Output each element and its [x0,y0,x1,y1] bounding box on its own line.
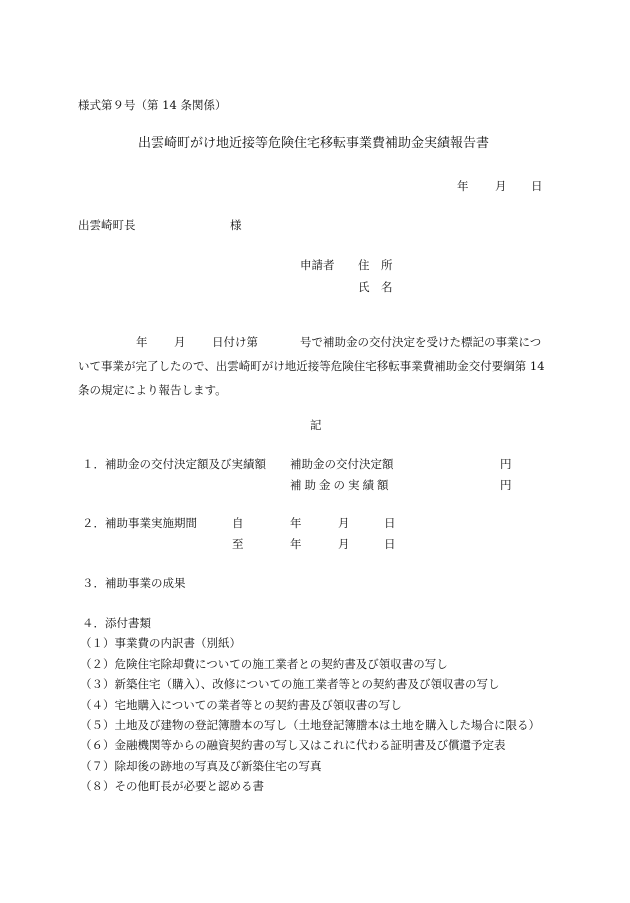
addressee-name: 出雲崎町長 [78,218,136,232]
attachment-item: （１）事業費の内訳書（別紙） [80,636,241,650]
section-1-row1-unit: 円 [500,457,512,471]
date-day: 日 [531,179,543,193]
section-2-to-day: 日 [384,537,396,551]
section-3-label: ３．補助事業の成果 [82,576,186,590]
form-number: 様式第９号（第 14 条関係） [78,98,227,112]
section-2-to-month: 月 [338,537,350,551]
section-1-row1: 補助金の交付決定額 [290,457,394,471]
attachment-item: （４）宅地購入についての業者等との契約書及び領収書の写し [80,698,402,712]
addressee-honorific: 様 [230,218,242,232]
section-2-label: ２．補助事業実施期間 [82,516,197,530]
ki-label: 記 [310,418,322,432]
section-1-row2: 補助金の実績額 [290,478,392,492]
body-day: 日付け第 [212,335,258,349]
date-month: 月 [495,179,507,193]
section-2-from: 自 [232,516,244,530]
attachment-item: （６）金融機関等からの融資契約書の写し又はこれに代わる証明書及び償還予定表 [80,738,506,752]
attachment-item: （３）新築住宅（購入）、改修についての施工業者等との契約書及び領収書の写し [80,677,500,691]
body-month: 月 [174,335,186,349]
applicant-label: 申請者 [300,258,335,272]
applicant-name-label: 氏 名 [358,280,393,294]
section-2-to-year: 年 [290,537,302,551]
section-4-label: ４．添付書類 [82,616,151,630]
body-year: 年 [136,335,148,349]
section-2-from-day: 日 [384,516,396,530]
section-2-from-year: 年 [290,516,302,530]
applicant-address-label: 住 所 [358,258,393,272]
attachment-item: （８）その他町長が必要と認める書 [80,779,264,793]
body-text: 号で補助金の交付決定を受けた標記の事業について事業が完了したので、出雲崎町がけ地近接等危険住宅移転事業費補助金交付要綱第 14 条の規定により報告します。 [78,335,545,397]
attachment-item: （５）土地及び建物の登記簿謄本の写し（土地登記簿謄本は土地を購入した場合に限る） [80,718,540,732]
section-2-to: 至 [232,537,244,551]
date-year: 年 [457,179,469,193]
document-title: 出雲崎町がけ地近接等危険住宅移転事業費補助金実績報告書 [138,136,490,151]
section-1-label: １．補助金の交付決定額及び実績額 [82,457,266,471]
attachment-item: （７）除却後の跡地の写真及び新築住宅の写真 [80,759,322,773]
section-1-row2-unit: 円 [500,478,512,492]
attachment-item: （２）危険住宅除却費についての施工業者との契約書及び領収書の写し [80,657,448,671]
section-2-from-month: 月 [338,516,350,530]
